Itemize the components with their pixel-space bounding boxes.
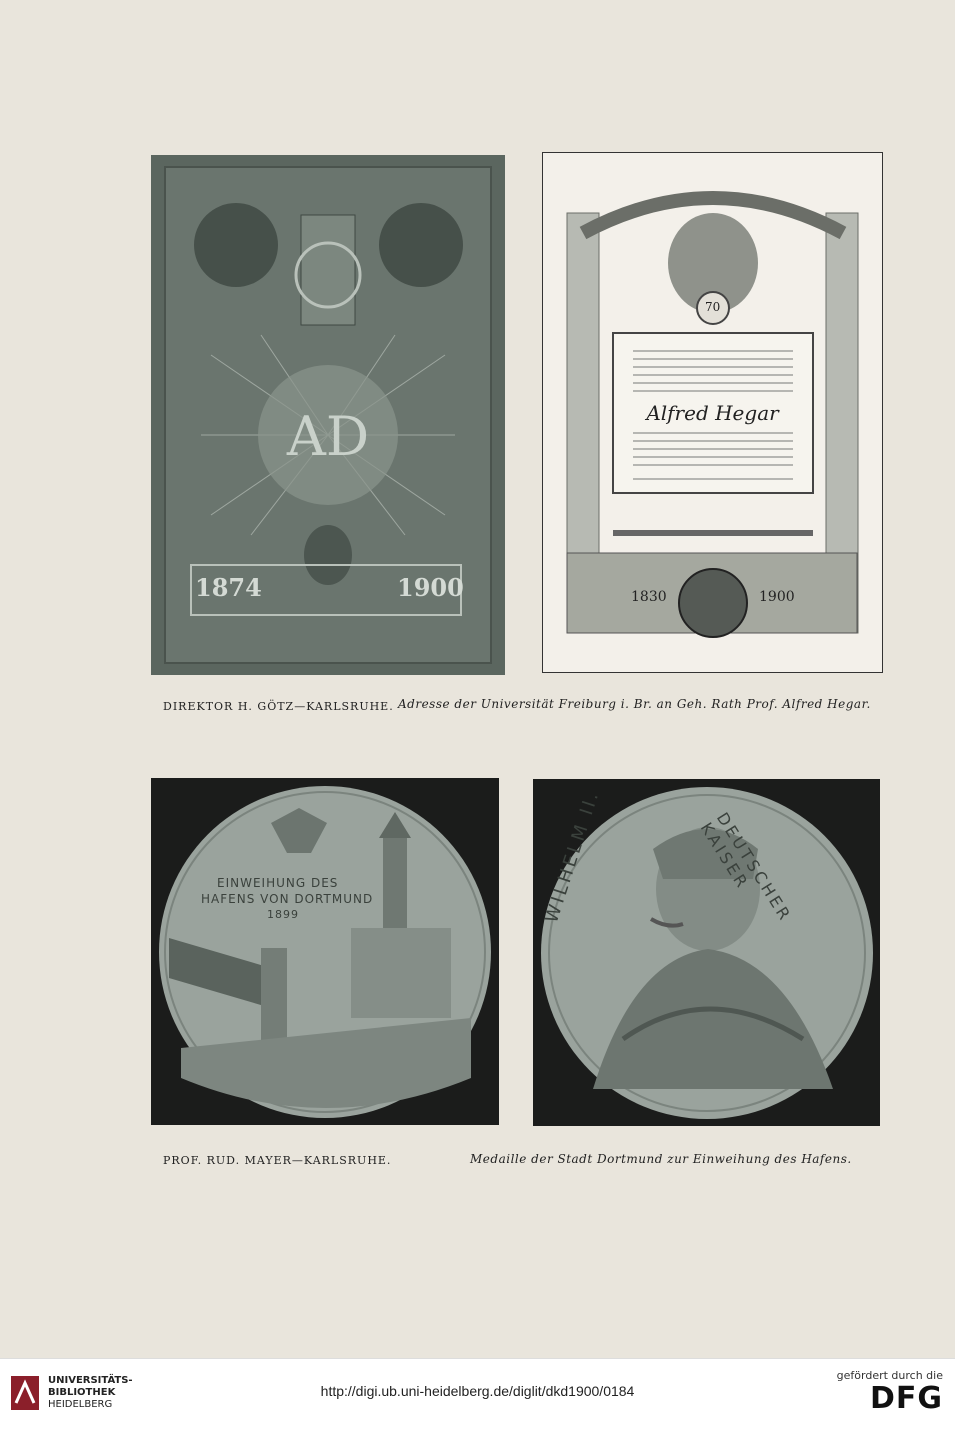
footer-bar — [0, 1358, 955, 1430]
address-year-right: 1900 — [759, 589, 795, 605]
dfg-logo[interactable] — [837, 1369, 943, 1416]
address-name: Alfred Hegar — [646, 401, 779, 425]
plaque-image — [151, 155, 505, 675]
plaque-year-right: 1900 — [397, 573, 464, 602]
caption-top-right: Adresse der Universität Freiburg i. Br. an Geh. Rath Prof. Alfred Hegar. — [398, 697, 871, 711]
funder-name: DFG — [869, 1381, 943, 1416]
svg-text:AD: AD — [286, 405, 370, 468]
medal-kaiser-image — [533, 779, 880, 1126]
address-image — [542, 152, 883, 673]
caption-bottom-left: PROF. RUD. MAYER—KARLSRUHE. — [163, 1154, 392, 1167]
medal-harbor-line-1: EINWEIHUNG DES — [217, 876, 339, 890]
library-name-line-3: HEIDELBERG — [48, 1399, 113, 1410]
library-name-line-2: BIBLIOTHEK — [48, 1387, 116, 1398]
medal-harbor-line-2: HAFENS VON DORTMUND — [201, 892, 374, 906]
page-url[interactable]: http://digi.ub.uni-heidelberg.de/diglit/dkd1900/0184 — [320, 1383, 635, 1399]
address-year-left: 1830 — [631, 589, 667, 605]
medal-harbor-line-3: 1899 — [267, 908, 299, 921]
address-number: 70 — [705, 300, 721, 314]
medal-kaiser-title: DEUTSCHER KAISER — [696, 809, 796, 926]
medal-kaiser-name: WILHELM II. — [541, 787, 604, 926]
caption-bottom-right: Medaille der Stadt Dortmund zur Einweihung des Hafens. — [470, 1152, 852, 1166]
funder-label: gefördert durch die — [836, 1369, 943, 1382]
library-name-line-1: UNIVERSITÄTS- — [48, 1375, 133, 1386]
caption-top-left: DIREKTOR H. GÖTZ—KARLSRUHE. — [163, 700, 394, 713]
medal-harbor-image — [151, 778, 499, 1125]
plaque-year-left: 1874 — [195, 573, 262, 602]
